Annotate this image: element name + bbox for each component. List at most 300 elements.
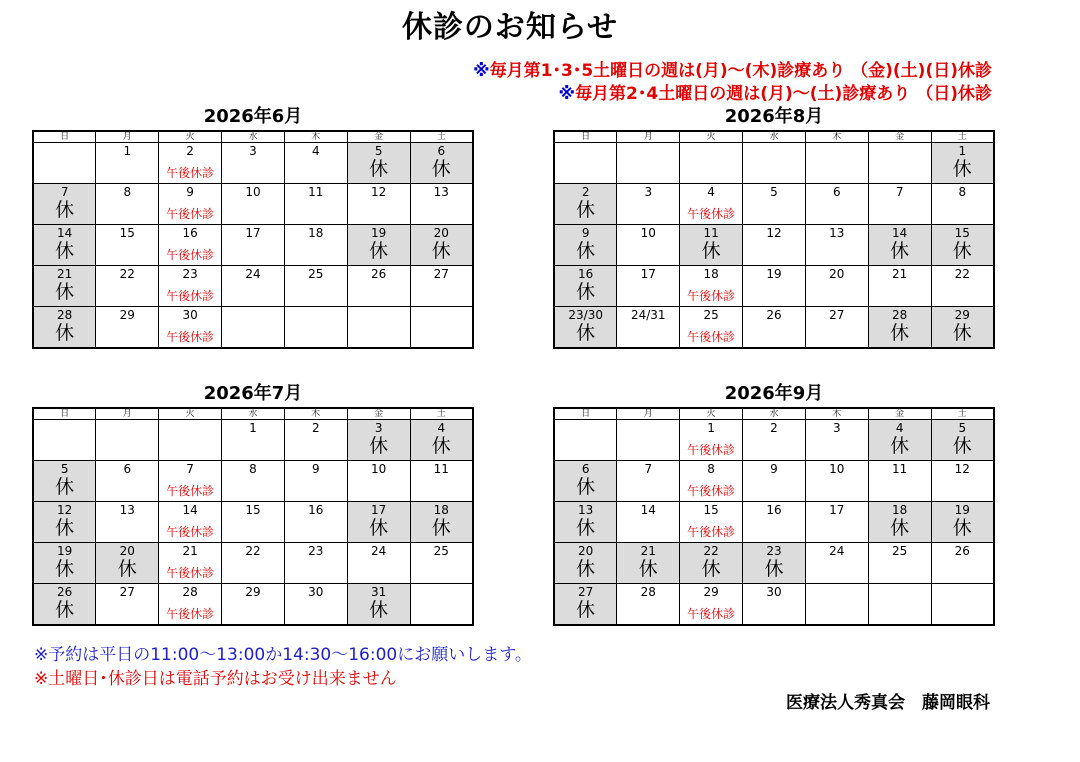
closed-label: 休 (55, 322, 75, 344)
day-cell (743, 543, 806, 584)
day-number: 18 (433, 503, 449, 517)
day-number: 29 (245, 585, 261, 599)
empty-day-cell (222, 307, 285, 349)
closed-label: 休 (55, 281, 75, 303)
weekday-header: 火 (159, 408, 222, 420)
day-number: 4 (437, 421, 446, 435)
day-cell (554, 225, 617, 266)
day-number: 15 (954, 226, 970, 240)
day-number: 29 (954, 308, 970, 322)
day-number: 12 (371, 185, 387, 199)
day-number: 10 (640, 226, 656, 240)
weekday-header: 土 (410, 131, 473, 143)
day-number: 25 (892, 544, 908, 558)
day-cell (617, 307, 680, 349)
day-cell (805, 307, 868, 349)
day-number: 20 (829, 267, 845, 281)
afternoon-closed-label: 午後休診 (687, 330, 736, 344)
weekday-header: 木 (284, 131, 347, 143)
empty-day-cell (347, 307, 410, 349)
empty-day-cell (868, 143, 931, 184)
day-number: 20 (433, 226, 449, 240)
day-number: 17 (245, 226, 261, 240)
day-number: 12 (57, 503, 73, 517)
notice-text: 毎月第2･4土曜日の週は(月)～(土)診療あり （日)休診 (575, 84, 992, 104)
day-cell (222, 584, 285, 626)
empty-day-cell (554, 143, 617, 184)
day-number: 23 (182, 267, 198, 281)
closed-label: 休 (952, 158, 972, 180)
day-cell (284, 420, 347, 461)
week-row (554, 584, 994, 626)
day-cell (347, 420, 410, 461)
day-number: 13 (829, 226, 845, 240)
day-cell (805, 502, 868, 543)
day-cell (222, 184, 285, 225)
day-number: 22 (245, 544, 261, 558)
day-cell (805, 225, 868, 266)
day-cell (33, 307, 96, 349)
day-cell (410, 461, 473, 502)
day-number: 30 (182, 308, 198, 322)
day-number: 28 (57, 308, 73, 322)
day-cell (410, 266, 473, 307)
day-number: 1 (707, 421, 715, 435)
week-row (554, 461, 994, 502)
week-row (554, 543, 994, 584)
calendar-grid (553, 407, 995, 626)
day-cell (410, 502, 473, 543)
weekday-header: 木 (805, 131, 868, 143)
closed-label: 休 (576, 558, 596, 580)
day-number: 30 (308, 585, 324, 599)
day-number: 29 (119, 308, 135, 322)
empty-day-cell (617, 420, 680, 461)
closed-label: 休 (638, 558, 658, 580)
day-cell (554, 584, 617, 626)
day-number: 10 (245, 185, 261, 199)
week-row (33, 420, 473, 461)
afternoon-closed-label: 午後休診 (166, 207, 215, 221)
closed-label: 休 (890, 517, 910, 539)
day-cell (284, 184, 347, 225)
day-number: 8 (249, 462, 257, 476)
day-cell (868, 307, 931, 349)
day-cell (680, 502, 743, 543)
day-cell (159, 184, 222, 225)
day-cell (222, 225, 285, 266)
closed-label: 休 (576, 476, 596, 498)
afternoon-closed-label: 午後休診 (687, 607, 736, 621)
day-cell (284, 584, 347, 626)
day-number: 1 (958, 144, 967, 158)
day-number: 27 (578, 585, 594, 599)
day-cell (743, 461, 806, 502)
closed-label: 休 (369, 599, 389, 621)
day-cell (410, 420, 473, 461)
closed-label: 休 (576, 322, 596, 344)
day-number: 19 (766, 267, 782, 281)
afternoon-closed-label: 午後休診 (166, 166, 215, 180)
phone-reservation-note: ※土曜日･休診日は電話予約はお受け出来ません (34, 669, 397, 689)
day-cell (159, 266, 222, 307)
day-cell (347, 184, 410, 225)
day-number: 30 (766, 585, 782, 599)
day-number: 10 (371, 462, 387, 476)
calendar-grid (32, 130, 474, 349)
week-row (33, 461, 473, 502)
day-number: 16 (308, 503, 324, 517)
day-cell (931, 266, 994, 307)
day-number: 27 (119, 585, 135, 599)
day-number: 24 (829, 544, 845, 558)
day-number: 2 (311, 421, 320, 435)
day-number: 23 (308, 544, 324, 558)
day-number: 26 (766, 308, 782, 322)
day-cell (617, 502, 680, 543)
day-cell (96, 266, 159, 307)
afternoon-closed-label: 午後休診 (166, 525, 215, 539)
closed-label: 休 (890, 240, 910, 262)
closed-label: 休 (890, 322, 910, 344)
day-number: 2 (770, 421, 778, 435)
week-row (33, 225, 473, 266)
day-cell (347, 225, 410, 266)
weekday-header: 火 (680, 131, 743, 143)
day-number: 31 (371, 585, 387, 599)
day-cell (617, 184, 680, 225)
day-number: 20 (119, 544, 135, 558)
day-cell (33, 184, 96, 225)
day-cell (743, 307, 806, 349)
day-number: 28 (640, 585, 656, 599)
day-number: 1 (249, 421, 257, 435)
day-number: 11 (703, 226, 719, 240)
day-cell (554, 461, 617, 502)
closed-label: 休 (576, 281, 596, 303)
day-cell (222, 461, 285, 502)
week-row (554, 502, 994, 543)
day-number: 16 (766, 503, 782, 517)
day-cell (680, 420, 743, 461)
day-cell (284, 225, 347, 266)
day-cell (554, 543, 617, 584)
day-number: 18 (892, 503, 908, 517)
empty-day-cell (159, 420, 222, 461)
day-number: 8 (958, 185, 967, 199)
day-number: 2 (581, 185, 590, 199)
weekday-header: 日 (33, 408, 96, 420)
day-cell (410, 225, 473, 266)
empty-day-cell (284, 307, 347, 349)
empty-day-cell (743, 143, 806, 184)
weekday-header: 水 (743, 131, 806, 143)
week-row (33, 266, 473, 307)
day-number: 24/31 (630, 308, 666, 322)
day-cell (284, 543, 347, 584)
calendar-august (553, 103, 995, 349)
day-number: 4 (895, 421, 904, 435)
day-number: 28 (182, 585, 198, 599)
day-cell (410, 543, 473, 584)
day-number: 7 (644, 462, 653, 476)
closed-label: 休 (576, 199, 596, 221)
weekday-header: 水 (222, 408, 285, 420)
day-number: 14 (182, 503, 198, 517)
closed-label: 休 (890, 435, 910, 457)
weekday-header: 木 (805, 408, 868, 420)
day-cell (868, 420, 931, 461)
notice-line-1 (473, 56, 992, 81)
notice-line-2 (559, 79, 992, 104)
day-number: 25 (308, 267, 324, 281)
afternoon-closed-label: 午後休診 (166, 330, 215, 344)
day-number: 23 (766, 544, 782, 558)
empty-day-cell (410, 584, 473, 626)
day-cell (33, 225, 96, 266)
day-number: 3 (644, 185, 653, 199)
closed-label: 休 (369, 435, 389, 457)
day-cell (347, 502, 410, 543)
day-cell (96, 225, 159, 266)
closed-label: 休 (431, 240, 451, 262)
day-cell (805, 184, 868, 225)
day-number: 8 (707, 462, 715, 476)
day-number: 26 (57, 585, 73, 599)
day-cell (680, 266, 743, 307)
weekday-header: 金 (347, 408, 410, 420)
day-cell (931, 543, 994, 584)
week-row (554, 143, 994, 184)
closed-label: 休 (55, 240, 75, 262)
day-cell (931, 502, 994, 543)
day-cell (96, 584, 159, 626)
empty-day-cell (554, 420, 617, 461)
day-cell (931, 225, 994, 266)
day-cell (410, 143, 473, 184)
day-number: 25 (703, 308, 719, 322)
week-row (33, 184, 473, 225)
day-cell (743, 184, 806, 225)
day-number: 20 (578, 544, 594, 558)
afternoon-closed-label: 午後休診 (166, 607, 215, 621)
closed-label: 休 (55, 476, 75, 498)
afternoon-closed-label: 午後休診 (166, 484, 215, 498)
day-cell (222, 143, 285, 184)
day-number: 23/30 (568, 308, 603, 322)
day-cell (33, 543, 96, 584)
week-row (33, 307, 473, 349)
page-title: 休診のお知らせ (401, 10, 619, 45)
month-title: 2026年9月 (724, 383, 824, 404)
day-cell (680, 584, 743, 626)
day-number: 19 (954, 503, 970, 517)
day-cell (96, 502, 159, 543)
day-cell (33, 266, 96, 307)
day-cell (284, 266, 347, 307)
day-number: 12 (766, 226, 782, 240)
week-row (554, 266, 994, 307)
empty-day-cell (805, 584, 868, 626)
day-number: 15 (703, 503, 719, 517)
day-cell (931, 143, 994, 184)
day-cell (159, 143, 222, 184)
afternoon-closed-label: 午後休診 (687, 443, 736, 457)
day-number: 7 (186, 462, 194, 476)
weekday-header: 金 (868, 408, 931, 420)
calendar-september (553, 380, 995, 626)
day-number: 3 (249, 144, 257, 158)
afternoon-closed-label: 午後休診 (687, 289, 736, 303)
day-cell (96, 143, 159, 184)
weekday-header: 火 (680, 408, 743, 420)
day-cell (680, 225, 743, 266)
closed-label: 休 (431, 517, 451, 539)
weekday-header: 水 (743, 408, 806, 420)
day-cell (617, 225, 680, 266)
day-cell (347, 266, 410, 307)
day-cell (617, 584, 680, 626)
empty-day-cell (33, 420, 96, 461)
day-number: 16 (578, 267, 594, 281)
day-cell (284, 461, 347, 502)
day-cell (743, 584, 806, 626)
day-number: 11 (308, 185, 324, 199)
day-number: 6 (437, 144, 446, 158)
week-row (33, 143, 473, 184)
day-cell (680, 543, 743, 584)
day-number: 28 (892, 308, 908, 322)
day-cell (868, 502, 931, 543)
weekday-header: 土 (931, 408, 994, 420)
afternoon-closed-label: 午後休診 (687, 207, 736, 221)
day-cell (554, 307, 617, 349)
afternoon-closed-label: 午後休診 (166, 248, 215, 262)
closed-label: 休 (952, 435, 972, 457)
day-cell (743, 420, 806, 461)
day-cell (743, 225, 806, 266)
day-number: 19 (57, 544, 73, 558)
calendar-july (32, 380, 474, 626)
day-number: 4 (311, 144, 320, 158)
day-cell (743, 502, 806, 543)
afternoon-closed-label: 午後休診 (687, 525, 736, 539)
closed-label: 休 (369, 517, 389, 539)
day-number: 18 (308, 226, 324, 240)
day-cell (868, 184, 931, 225)
day-number: 27 (829, 308, 845, 322)
day-number: 10 (829, 462, 845, 476)
day-cell (222, 420, 285, 461)
weekday-header: 水 (222, 131, 285, 143)
afternoon-closed-label: 午後休診 (687, 484, 736, 498)
weekday-header: 月 (96, 131, 159, 143)
closed-label: 休 (55, 517, 75, 539)
month-title: 2026年6月 (203, 106, 303, 127)
calendar-grid (32, 407, 474, 626)
closed-label: 休 (576, 599, 596, 621)
day-number: 1 (123, 144, 132, 158)
day-cell (159, 307, 222, 349)
weekday-header: 木 (284, 408, 347, 420)
day-cell (159, 543, 222, 584)
day-cell (931, 420, 994, 461)
day-number: 11 (433, 462, 449, 476)
day-cell (554, 266, 617, 307)
day-cell (347, 461, 410, 502)
day-cell (868, 225, 931, 266)
day-number: 7 (60, 185, 69, 199)
day-cell (222, 502, 285, 543)
day-cell (617, 461, 680, 502)
day-cell (617, 266, 680, 307)
day-number: 7 (895, 185, 904, 199)
day-cell (868, 461, 931, 502)
reservation-hours-note: ※予約は平日の11:00～13:00か14:30～16:00にお願いします。 (34, 645, 532, 665)
day-cell (868, 266, 931, 307)
closed-label: 休 (117, 558, 137, 580)
day-cell (680, 307, 743, 349)
day-number: 5 (958, 421, 967, 435)
closed-label: 休 (55, 599, 75, 621)
empty-day-cell (868, 584, 931, 626)
day-number: 3 (374, 421, 383, 435)
weekday-header: 月 (617, 131, 680, 143)
notice-mark: ※ (558, 84, 576, 104)
week-row (554, 225, 994, 266)
day-number: 4 (707, 185, 715, 199)
day-number: 21 (892, 267, 908, 281)
day-number: 14 (640, 503, 656, 517)
day-cell (680, 461, 743, 502)
day-cell (805, 266, 868, 307)
day-number: 15 (245, 503, 261, 517)
day-cell (159, 225, 222, 266)
day-number: 11 (892, 462, 908, 476)
day-cell (33, 461, 96, 502)
day-number: 14 (892, 226, 908, 240)
day-number: 13 (119, 503, 135, 517)
day-number: 17 (371, 503, 387, 517)
day-number: 5 (374, 144, 383, 158)
day-number: 9 (186, 185, 194, 199)
weekday-header: 日 (33, 131, 96, 143)
closed-label: 休 (576, 517, 596, 539)
day-cell (680, 184, 743, 225)
weekday-header: 月 (617, 408, 680, 420)
day-cell (617, 543, 680, 584)
day-cell (159, 502, 222, 543)
day-number: 12 (954, 462, 970, 476)
day-cell (222, 266, 285, 307)
week-row (33, 584, 473, 626)
day-number: 2 (186, 144, 194, 158)
day-number: 25 (433, 544, 449, 558)
day-cell (805, 420, 868, 461)
day-number: 27 (433, 267, 449, 281)
day-number: 22 (703, 544, 719, 558)
closed-label: 休 (369, 240, 389, 262)
closed-label: 休 (431, 435, 451, 457)
day-cell (743, 266, 806, 307)
day-number: 19 (371, 226, 387, 240)
day-cell (347, 143, 410, 184)
day-number: 22 (954, 267, 970, 281)
month-title: 2026年7月 (203, 383, 303, 404)
day-cell (347, 543, 410, 584)
empty-day-cell (805, 143, 868, 184)
empty-day-cell (680, 143, 743, 184)
